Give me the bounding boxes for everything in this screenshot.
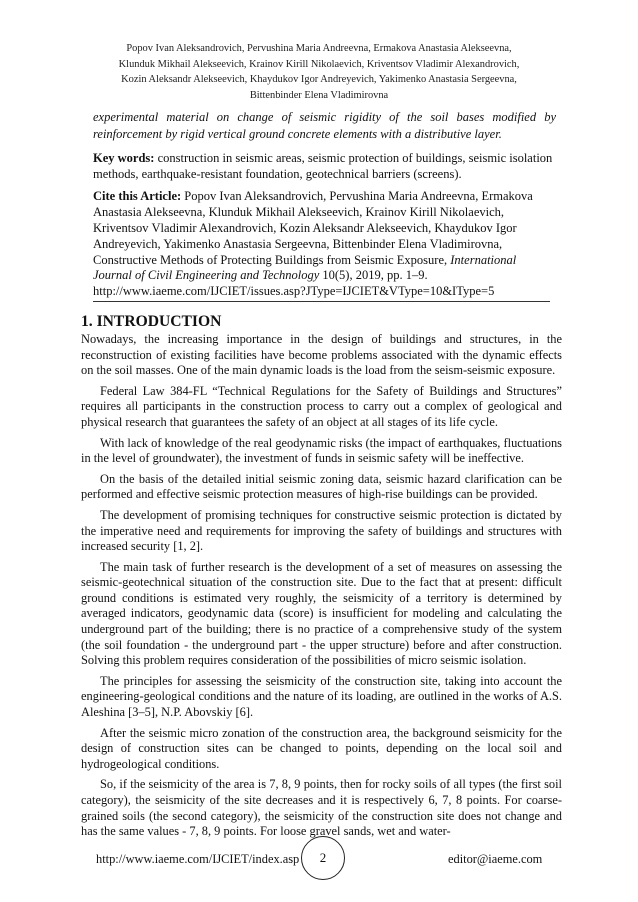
citation-issue: 10(5), 2019, pp. 1–9.	[322, 268, 428, 283]
paragraph: With lack of knowledge of the real geodynamic risks (the impact of earthquakes, fluctuations in the level of groundwater), the investment of funds in seismic safety will be ineffective.	[81, 435, 562, 466]
page-number: 2	[301, 836, 345, 880]
paragraph: On the basis of the detailed initial seismic zoning data, seismic hazard clarification can be performed and effective seismic protection measures of high-rise buildings can be provided.	[81, 471, 562, 502]
paragraph: So, if the seismicity of the area is 7, 8, 9 points, then for rocky soils of all types (the first soil category), the seismicity of the site decreases and it is respectively 6, 7, 8 points. For coarse-grained soils (the second category), the seismicity of the construction site does not change and has the same values - 7, 8, 9 points. For loose gravel sands, wet and water-	[81, 777, 562, 839]
author-line: Popov Ivan Aleksandrovich, Pervushina Maria Andreevna, Ermakova Anastasia Alekseevna,	[126, 43, 512, 54]
page-footer	[0, 848, 638, 888]
author-line: Kozin Aleksandr Alekseevich, Khaydukov Igor Andreyevich, Yakimenko Anastasia Sergeevna,	[121, 74, 517, 86]
citation	[93, 189, 550, 302]
footer-email[interactable]: editor@iaeme.com	[448, 852, 543, 866]
paragraph: The principles for assessing the seismicity of the construction site, taking into account the engineering-geological conditions and the nature of its loading, are outlined in the works of A.S. Aleshina [3–5], N.P. Abovskiy [6].	[81, 673, 562, 720]
page-content	[81, 109, 562, 840]
section-title: 1. INTRODUCTION	[81, 312, 222, 330]
abstract-tail: experimental material on change of seismic rigidity of the soil bases modified by reinforcement by rigid vertical ground concrete elements with a distributive layer.	[93, 110, 556, 141]
keywords-text: construction in seismic areas, seismic protection of buildings, seismic isolation methods, earthquake-resistant foundation, geotechnical barriers (screens).	[93, 150, 553, 181]
paragraph: The development of promising techniques for constructive seismic protection is dictated by the imperative need and requirements for improving the safety of buildings and structures with increased security [1, 2].	[81, 507, 562, 554]
footer-url[interactable]: http://www.iaeme.com/IJCIET/index.asp	[96, 852, 300, 866]
keywords-label: Key words:	[93, 150, 155, 165]
citation-url[interactable]: http://www.iaeme.com/IJCIET/issues.asp?JType=IJCIET&VType=10&IType=5	[93, 284, 495, 299]
citation-label: Cite this Article:	[93, 189, 182, 204]
keywords	[93, 150, 556, 183]
running-header	[0, 41, 638, 103]
author-line: Klunduk Mikhail Alekseevich, Krainov Kirill Nikolaevich, Kriventsov Vladimir Alexandrovich,	[118, 58, 520, 70]
paragraph: After the seismic micro zonation of the construction area, the background seismicity for the design of construction sites can be changed to points, depending on the local soil and hydrogeological conditions.	[81, 725, 562, 771]
citation-text: Popov Ivan Aleksandrovich, Pervushina Maria Andreevna, Ermakova Anastasia Alekseevna, Klunduk Mikhail Alekseevich, Krainov Kirill Nikolaevich, Kriventsov Vladimir Alexandrovich, Kozin Aleksandr Alekseevich, Khaydukov Igor Andreyevich, Yakimenko Anastasia Sergeevna, Bittenbinder Elena Vladimirovna, Constructive Methods of Protecting Buildings from Seismic Exposure,	[93, 189, 533, 267]
author-line: Bittenbinder Elena Vladimirovna	[249, 89, 389, 101]
paragraph: Nowadays, the increasing importance in the design of buildings and structures, in the reconstruction of existing facilities have become problems associated with the dynamic effects on the soil masses. One of the main dynamic loads is the load from the seism-seismic exposure.	[81, 331, 562, 378]
citation-journal: International Journal of Civil Engineering and Technology	[93, 252, 517, 283]
paragraph: Federal Law 384-FL “Technical Regulations for the Safety of Buildings and Structures” requires all participants in the construction process to carry out a complex of geological and physical research that guarantees the safety of an object at all stages of its life cycle.	[81, 383, 562, 429]
paragraph: The main task of further research is the development of a set of measures on assessing the seismic-geotechnical situation of the construction site. Due to the fact that at present: difficult ground conditions is estimated very roughly, the seismicity of a territory is determined by averaged indicators, geodynamic data (score) is insufficient for modeling and calculating the underground part of the building; there is no practice of a comprehensive study of the system (the soil foundation - the underground part - the upper structure) before and after construction. Solving this problem requires consideration of the possibilities of micro seismic isolation.	[81, 559, 562, 668]
